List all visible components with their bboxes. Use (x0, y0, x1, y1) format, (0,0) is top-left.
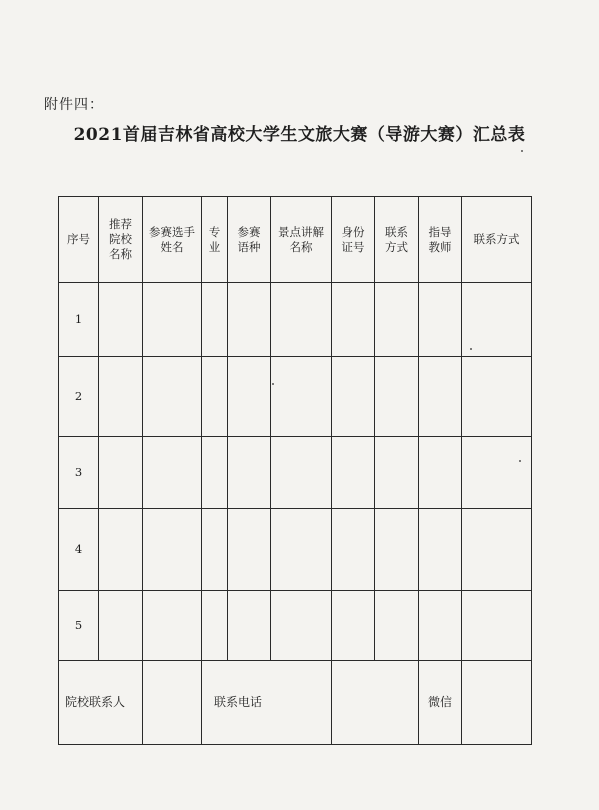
table-cell[interactable] (332, 509, 375, 591)
contact-person-label: 院校联系人 (59, 661, 143, 745)
table-cell[interactable] (375, 357, 419, 437)
table-cell[interactable] (375, 437, 419, 509)
paper-speck (519, 460, 521, 462)
table-cell[interactable] (271, 509, 332, 591)
table-cell[interactable] (462, 357, 532, 437)
table-cell[interactable] (375, 509, 419, 591)
table-cell[interactable] (99, 591, 143, 661)
row-number: 2 (59, 357, 99, 437)
table-cell[interactable] (462, 437, 532, 509)
table-cell[interactable] (419, 357, 462, 437)
table-cell[interactable] (419, 437, 462, 509)
footer-row (59, 661, 532, 745)
table-cell[interactable] (99, 509, 143, 591)
table-cell[interactable] (332, 283, 375, 357)
table-cell[interactable] (202, 591, 228, 661)
table-cell[interactable] (462, 591, 532, 661)
table-cell[interactable] (143, 283, 202, 357)
wechat-value[interactable] (462, 661, 532, 745)
table-cell[interactable] (143, 591, 202, 661)
header-cell-school: 推荐 院校 名称 (99, 197, 143, 283)
header-cell-id-number: 身份 证号 (332, 197, 375, 283)
table-cell[interactable] (375, 591, 419, 661)
summary-table (58, 196, 532, 745)
paper-speck (272, 383, 274, 385)
table-cell[interactable] (202, 509, 228, 591)
table-cell[interactable] (143, 437, 202, 509)
table-cell[interactable] (419, 283, 462, 357)
table-cell[interactable] (419, 509, 462, 591)
header-cell-advisor: 指导 教师 (419, 197, 462, 283)
table-cell[interactable] (143, 357, 202, 437)
table-cell[interactable] (228, 437, 271, 509)
table-cell[interactable] (271, 437, 332, 509)
table-cell[interactable] (202, 437, 228, 509)
table-cell[interactable] (99, 437, 143, 509)
table-cell[interactable] (99, 357, 143, 437)
header-cell-language: 参赛 语种 (228, 197, 271, 283)
header-cell-contestant-name: 参赛选手 姓名 (143, 197, 202, 283)
header-cell-scenic-spot: 景点讲解 名称 (271, 197, 332, 283)
phone-value[interactable] (332, 661, 419, 745)
table-cell[interactable] (271, 283, 332, 357)
table-cell[interactable] (202, 283, 228, 357)
row-number: 3 (59, 437, 99, 509)
row-number: 5 (59, 591, 99, 661)
table-cell[interactable] (228, 283, 271, 357)
table-cell[interactable] (419, 591, 462, 661)
table-cell[interactable] (271, 591, 332, 661)
contact-person-value[interactable] (143, 661, 202, 745)
table-cell[interactable] (202, 357, 228, 437)
table-cell[interactable] (228, 509, 271, 591)
document-title: 2021首届吉林省高校大学生文旅大赛（导游大赛）汇总表 (73, 125, 526, 145)
table-cell[interactable] (228, 591, 271, 661)
table-cell[interactable] (332, 437, 375, 509)
table-cell[interactable] (99, 283, 143, 357)
phone-label: 联系电话 (202, 661, 332, 745)
table-cell[interactable] (375, 283, 419, 357)
header-cell-index: 序号 (59, 197, 99, 283)
table-cell[interactable] (462, 283, 532, 357)
table-row (59, 437, 532, 509)
header-cell-major: 专 业 (202, 197, 228, 283)
table-cell[interactable] (462, 509, 532, 591)
attachment-label: 附件四： (44, 97, 104, 113)
table-cell[interactable] (332, 357, 375, 437)
table-cell[interactable] (228, 357, 271, 437)
header-row (59, 197, 532, 283)
wechat-label: 微信 (419, 661, 462, 745)
table-cell[interactable] (271, 357, 332, 437)
paper-speck (470, 348, 472, 350)
header-cell-contact: 联系 方式 (375, 197, 419, 283)
row-number: 4 (59, 509, 99, 591)
table-cell[interactable] (332, 591, 375, 661)
table-row (59, 509, 532, 591)
row-number: 1 (59, 283, 99, 357)
header-cell-advisor-contact: 联系方式 (462, 197, 532, 283)
table-cell[interactable] (143, 509, 202, 591)
table-row (59, 591, 532, 661)
paper-speck (521, 150, 523, 152)
table-row (59, 283, 532, 357)
table-row (59, 357, 532, 437)
